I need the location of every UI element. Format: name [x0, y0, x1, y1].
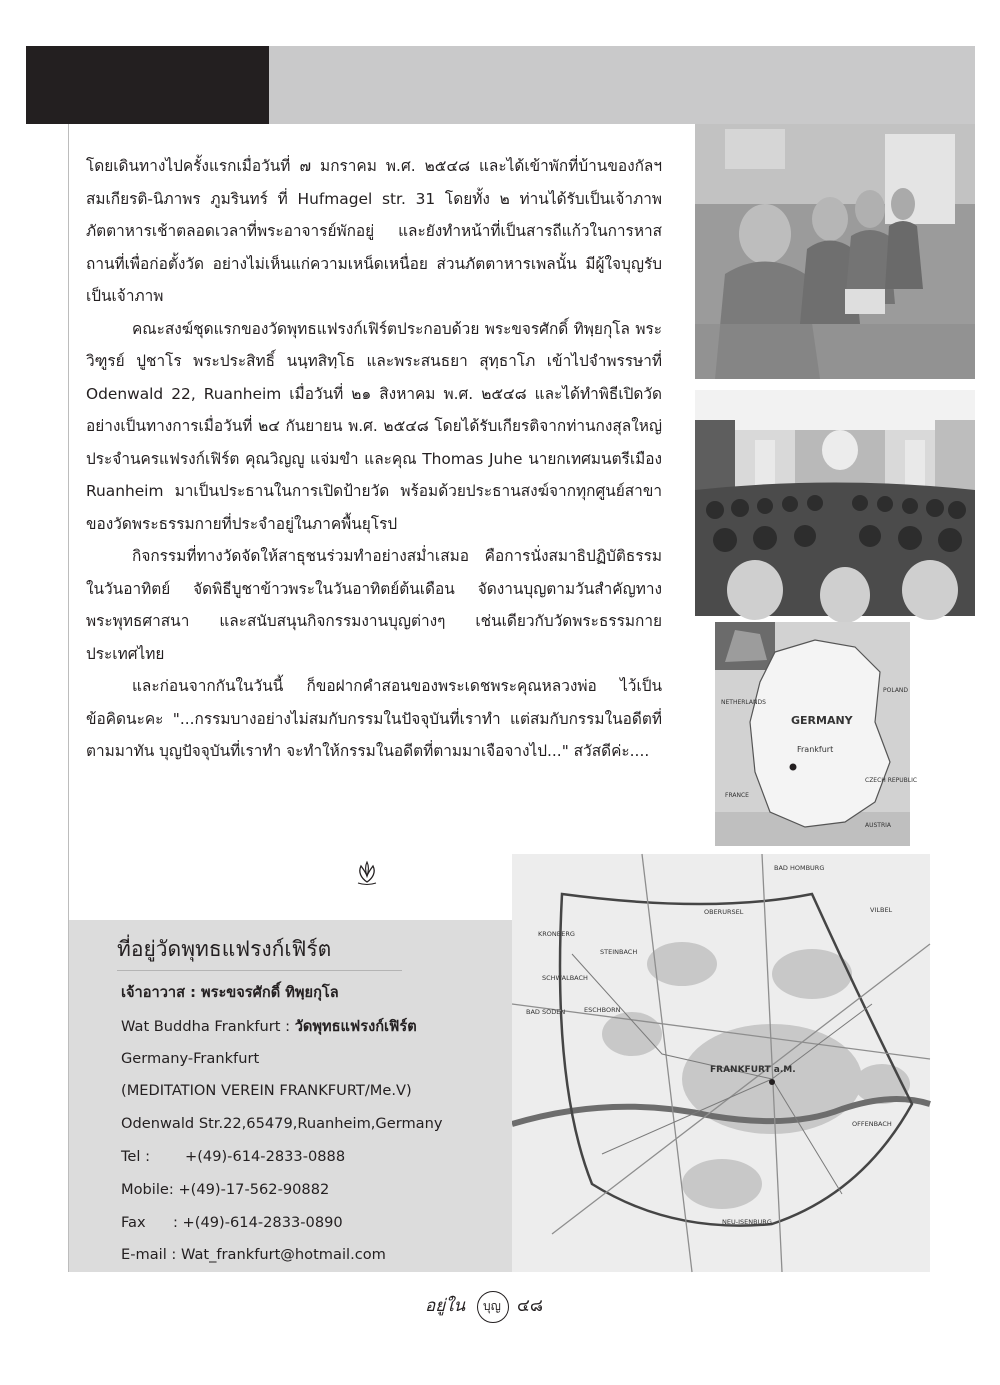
city-map-place-6: ESCHBORN: [584, 1006, 621, 1014]
address-temple-name: [121, 1016, 417, 1038]
city-map-place-1: OBERURSEL: [704, 908, 744, 916]
lotus-ornament-icon: [352, 858, 382, 888]
city-map-center-label: FRANKFURT a.M.: [710, 1065, 796, 1075]
germany-map: [715, 622, 918, 846]
city-map-place-4: SCHWALBACH: [542, 974, 588, 982]
map-neighbor-czech: CZECH REPUBLIC: [865, 777, 918, 784]
page-footer: [425, 1290, 575, 1330]
mobile-label: Mobile:: [121, 1181, 179, 1198]
city-map-place-9: VILBEL: [870, 906, 893, 914]
city-map-place-2: KRONBERG: [538, 930, 575, 938]
address-fax: [121, 1212, 343, 1234]
photo-monks-seated: [695, 124, 975, 379]
address-organization: (MEDITATION VEREIN FRANKFURT/Me.V): [121, 1082, 412, 1099]
frankfurt-area-map: [512, 854, 930, 1272]
page-number: ๔๘: [517, 1296, 543, 1316]
paragraph-1: โดยเดินทางไปครั้งแรกเมื่อวันที่ ๗ มกราคม พ.ศ. ๒๕๔๘ และได้เข้าพักที่บ้านของกัลฯ สมเกียรติ-นิภาพร ภูมรินทร์ ที่ Hufmagel str. 31 โดยทั้ง ๒ ท่านได้รับเป็นเจ้าภาพภัตตาหารเช้าตลอดเวลาที่พระอาจารย์พักอยู่ และยังทำหน้าที่เป็นสารถีแก้วในการหาสถานที่เพื่อก่อตั้งวัด อย่างไม่เห็นแก่ความเหน็ดเหนื่อย ส่วนภัตตาหารเพลนั้น มีผู้ใจบุญรับเป็นเจ้าภาพ: [86, 157, 662, 305]
header-gray-band: [269, 46, 975, 124]
footer-logo-text: บุญ: [483, 1299, 501, 1313]
temple-name-thai: วัดพุทธแฟรงก์เฟิร์ต: [294, 1018, 417, 1035]
address-location: Germany-Frankfurt: [121, 1050, 260, 1067]
mobile-value[interactable]: +(49)-17-562-90882: [178, 1181, 330, 1198]
city-map-place-3: STEINBACH: [600, 948, 638, 956]
address-abbot: เจ้าอาวาส : พระขจรศักดิ์ ทิพฺยกุโล: [121, 984, 339, 1001]
temple-name-english: Wat Buddha Frankfurt :: [121, 1018, 295, 1035]
address-title: ที่อยู่วัดพุทธแฟรงก์เฟิร์ต: [117, 937, 332, 961]
city-map-place-0: BAD HOMBURG: [774, 864, 825, 872]
photo-meditation-hall: [695, 390, 975, 616]
map-neighbor-netherlands: NETHERLANDS: [721, 699, 766, 706]
paragraph-4: และก่อนจากกันในวันนี้ ก็ขอฝากคำสอนของพระเดชพระคุณหลวงพ่อ ไว้เป็นข้อคิดนะคะ "...กรรมบางอย่างไม่สมกับกรรมในปัจจุบันที่เราทำ แต่สมกับกรรมในอดีตที่ตามมาทัน บุญปัจจุบันที่เราทำ จะทำให้กรรมในอดีตที่ตามมาเจือจางไป..." สวัสดีค่ะ....: [86, 677, 662, 760]
paragraph-2: คณะสงฆ์ชุดแรกของวัดพุทธแฟรงก์เฟิร์ตประกอบด้วย พระขจรศักดิ์ ทิพฺยกุโล พระวิฑูรย์ ปูชาโร พระประสิทธิ์ นนฺทสิทฺโธ และพระสนธยา สุทฺธาโภ เข้าไปจำพรรษาที่ Odenwald 22, Ruanheim เมื่อวันที่ ๒๑ สิงหาคม พ.ศ. ๒๕๔๘ และได้ทำพิธีเปิดวัดอย่างเป็นทางการเมื่อวันที่ ๒๔ กันยายน พ.ศ. ๒๕๔๘ โดยได้รับเกียรติจากท่านกงสุลใหญ่ประจำนครแฟรงก์เฟิร์ต คุณวิญญู แจ่มขำ และคุณ Thomas Juhe นายกเทศมนตรีเมือง Ruanheim มาเป็นประธานในการเปิดป้ายวัด พร้อมด้วยประธานสงฆ์จากทุกศูนย์สาขาของวัดพระธรรมกายที่ประจำอยู่ในภาคพื้นยุโรป: [86, 319, 662, 533]
map-neighbor-austria: AUSTRIA: [865, 822, 892, 829]
email-label: E-mail :: [121, 1246, 181, 1263]
address-email: [121, 1244, 386, 1266]
tel-value[interactable]: +(49)-614-2833-0888: [185, 1148, 346, 1165]
article-body: [86, 150, 662, 768]
fax-label: Fax: [121, 1214, 146, 1231]
tel-label: Tel :: [121, 1148, 151, 1165]
map-country-label: GERMANY: [791, 714, 853, 727]
email-value[interactable]: Wat_frankfurt@hotmail.com: [180, 1246, 386, 1263]
map-neighbor-france: FRANCE: [725, 792, 749, 799]
address-tel: [121, 1146, 345, 1168]
fax-value: : +(49)-614-2833-0890: [173, 1214, 343, 1231]
city-map-place-7: OFFENBACH: [852, 1120, 892, 1128]
map-city-label: Frankfurt: [797, 745, 834, 754]
address-title-rule: [117, 970, 402, 971]
footer-magazine-name: อยู่ใน: [425, 1296, 466, 1316]
address-street: Odenwald Str.22,65479,Ruanheim,Germany: [121, 1115, 443, 1132]
city-map-place-8: NEU-ISENBURG: [722, 1218, 772, 1226]
city-map-place-5: BAD SODEN: [526, 1008, 566, 1016]
map-neighbor-poland: POLAND: [883, 687, 909, 694]
paragraph-3: กิจกรรมที่ทางวัดจัดให้สาธุชนร่วมทำอย่างสม่ำเสมอ คือการนั่งสมาธิปฏิบัติธรรมในวันอาทิตย์ จัดพิธีบูชาข้าวพระในวันอาทิตย์ต้นเดือน จัดงานบุญตามวันสำคัญทางพระพุทธศาสนา และสนับสนุนกิจกรรมงานบุญต่างๆ เช่นเดียวกับวัดพระธรรมกาย ประเทศไทย: [86, 547, 662, 663]
temple-address-box: [69, 920, 512, 1272]
address-mobile: [121, 1179, 329, 1201]
header-dark-block: [26, 46, 269, 124]
